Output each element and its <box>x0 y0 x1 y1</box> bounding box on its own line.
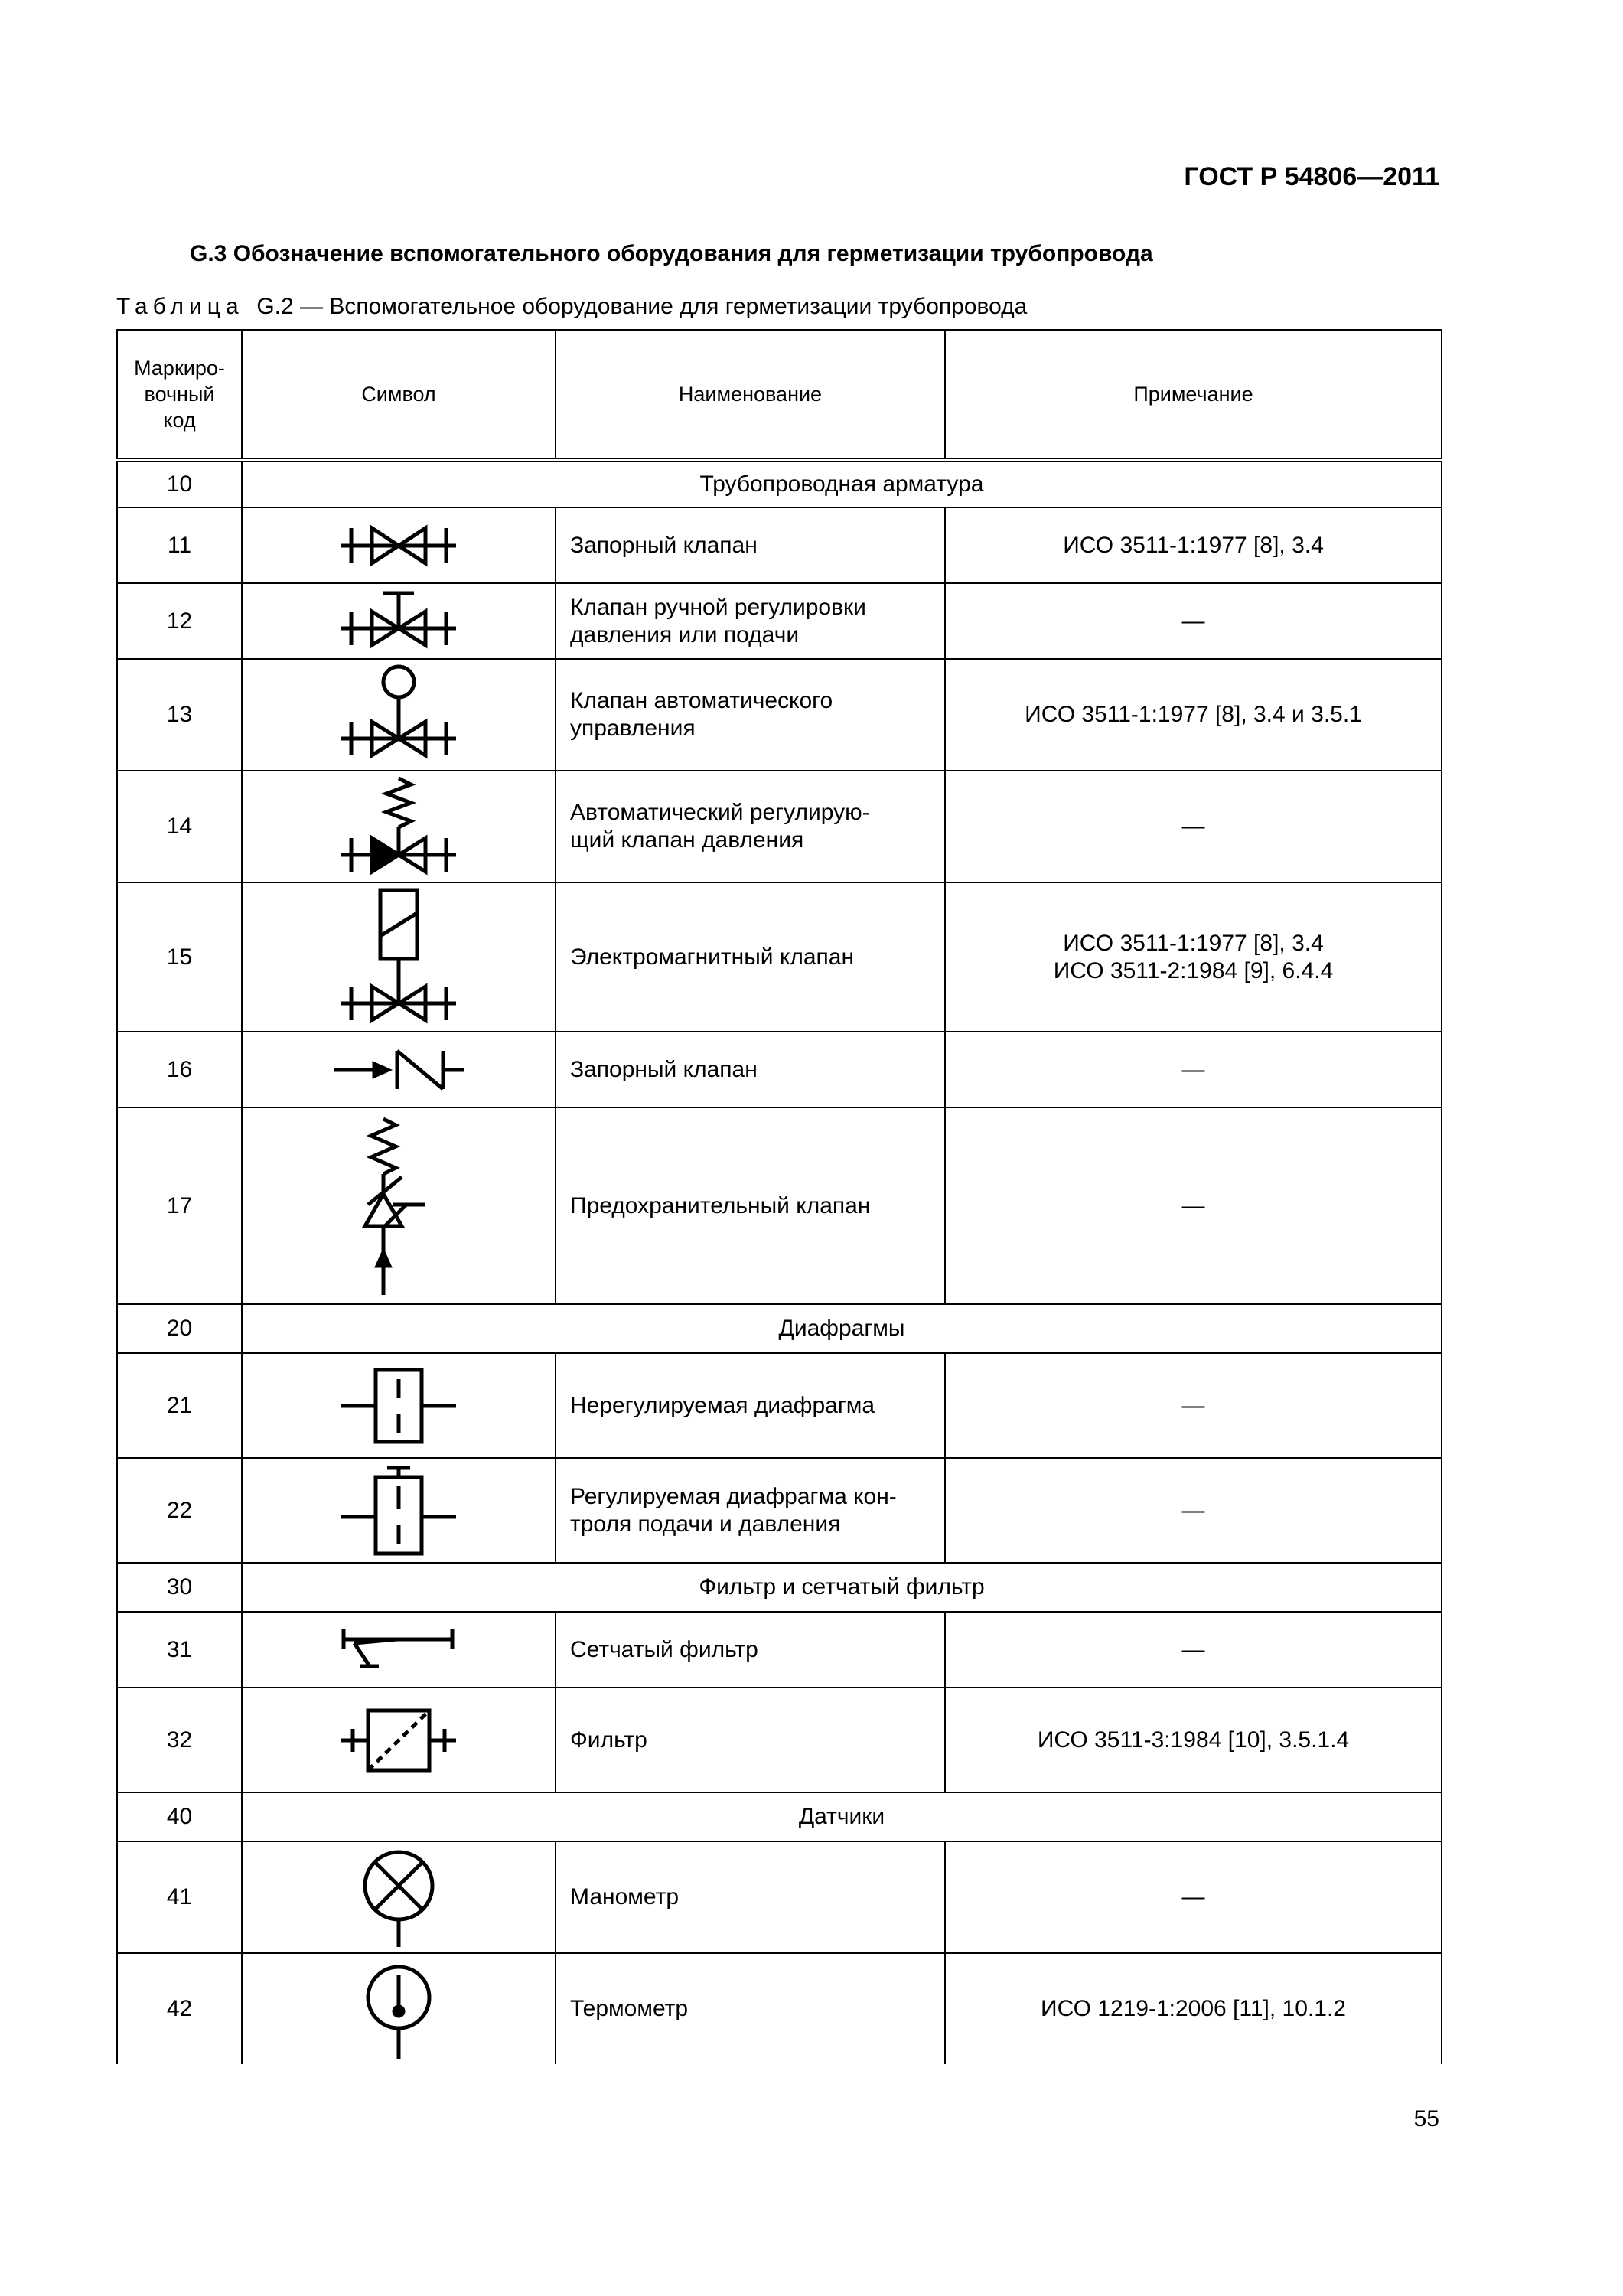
row-note: ИСО 3511-1:1977 [8], 3.4 <box>946 508 1442 582</box>
row-name: Сетчатый фильтр <box>556 1613 946 1687</box>
row-symbol <box>243 1842 556 1952</box>
header-note: Примечание <box>946 331 1442 458</box>
row-note: — <box>946 771 1442 882</box>
group-code: 20 <box>116 1305 243 1352</box>
table-caption-text: G.2 — Вспомогательное оборудование для герметизации трубопровода <box>256 294 1028 319</box>
table-row <box>116 882 1442 1031</box>
table-row <box>116 507 1442 582</box>
automatic-valve-icon <box>337 664 460 766</box>
row-symbol <box>243 883 556 1031</box>
strainer-icon <box>337 1623 460 1677</box>
table-row <box>116 1107 1442 1303</box>
table-row <box>116 1457 1442 1562</box>
table-row <box>116 1687 1442 1792</box>
row-note: — <box>946 1613 1442 1687</box>
row-code: 41 <box>116 1842 243 1952</box>
row-symbol <box>243 1032 556 1107</box>
row-name: Запорный клапан <box>556 508 946 582</box>
row-code: 17 <box>116 1108 243 1303</box>
row-name: Запорный клапан <box>556 1032 946 1107</box>
row-code: 21 <box>116 1354 243 1457</box>
solenoid-valve-icon <box>337 887 460 1028</box>
safety-valve-icon <box>353 1113 445 1300</box>
row-note: ИСО 3511-1:1977 [8], 3.4 и 3.5.1 <box>946 660 1442 770</box>
row-name: Термометр <box>556 1954 946 2064</box>
group-row <box>116 458 1442 507</box>
row-symbol <box>243 1459 556 1562</box>
row-symbol <box>243 771 556 882</box>
manual-valve-icon <box>337 589 460 654</box>
row-name: Фильтр <box>556 1688 946 1792</box>
row-code: 22 <box>116 1459 243 1562</box>
group-row <box>116 1792 1442 1841</box>
section-title: G.3 Обозначение вспомогательного оборудования для герметизации трубопровода <box>190 241 1153 266</box>
row-note: — <box>946 1108 1442 1303</box>
group-code: 10 <box>116 462 243 507</box>
check-valve-icon <box>330 1043 468 1097</box>
group-title: Трубопроводная арматура <box>243 462 1442 507</box>
table-row <box>116 1952 1442 2064</box>
row-name: Клапан автоматического управления <box>556 660 946 770</box>
gate-valve-icon <box>337 519 460 572</box>
document-id: ГОСТ Р 54806—2011 <box>1184 162 1439 191</box>
row-note: ИСО 1219-1:2006 [11], 10.1.2 <box>946 1954 1442 2064</box>
header-symbol: Символ <box>243 331 556 458</box>
adjustable-orifice-icon <box>337 1463 460 1558</box>
row-name: Манометр <box>556 1842 946 1952</box>
row-name: Регулируемая диафрагма кон- троля подачи и давления <box>556 1459 946 1562</box>
group-title: Диафрагмы <box>243 1305 1442 1352</box>
pressure-regulating-valve-icon <box>337 775 460 878</box>
row-code: 15 <box>116 883 243 1031</box>
row-symbol <box>243 1613 556 1687</box>
row-code: 16 <box>116 1032 243 1107</box>
row-name: Нерегулируемая диафрагма <box>556 1354 946 1457</box>
row-code: 14 <box>116 771 243 882</box>
row-note: — <box>946 1842 1442 1952</box>
filter-icon <box>337 1698 460 1782</box>
row-symbol <box>243 584 556 658</box>
table-header-row <box>116 329 1442 458</box>
row-symbol <box>243 1108 556 1303</box>
row-code: 13 <box>116 660 243 770</box>
row-symbol <box>243 660 556 770</box>
group-row <box>116 1303 1442 1352</box>
table-row <box>116 1031 1442 1107</box>
row-note: — <box>946 1459 1442 1562</box>
table-caption-prefix: Таблица <box>116 294 244 319</box>
row-symbol <box>243 1954 556 2064</box>
table-row <box>116 1352 1442 1457</box>
row-name: Электромагнитный клапан <box>556 883 946 1031</box>
table-row <box>116 770 1442 882</box>
table-row <box>116 582 1442 658</box>
row-symbol <box>243 508 556 582</box>
table-row <box>116 1611 1442 1687</box>
row-name: Предохранительный клапан <box>556 1108 946 1303</box>
fixed-orifice-icon <box>337 1364 460 1448</box>
row-code: 11 <box>116 508 243 582</box>
row-note: ИСО 3511-1:1977 [8], 3.4 ИСО 3511-2:1984 [9], 6.4.4 <box>946 883 1442 1031</box>
row-note: ИСО 3511-3:1984 [10], 3.5.1.4 <box>946 1688 1442 1792</box>
header-code: Маркиро- вочный код <box>116 331 243 458</box>
page-number: 55 <box>1413 2106 1439 2131</box>
row-code: 32 <box>116 1688 243 1792</box>
table-row <box>116 1841 1442 1952</box>
row-code: 31 <box>116 1613 243 1687</box>
table-caption <box>116 294 1027 320</box>
row-note: — <box>946 1032 1442 1107</box>
header-name: Наименование <box>556 331 946 458</box>
group-title: Датчики <box>243 1793 1442 1841</box>
table-row <box>116 658 1442 770</box>
row-note: — <box>946 584 1442 658</box>
row-code: 42 <box>116 1954 243 2064</box>
thermometer-icon <box>357 1958 441 2060</box>
group-title: Фильтр и сетчатый фильтр <box>243 1564 1442 1611</box>
row-name: Автоматический регулирую- щий клапан давления <box>556 771 946 882</box>
row-symbol <box>243 1354 556 1457</box>
row-note: — <box>946 1354 1442 1457</box>
group-code: 30 <box>116 1564 243 1611</box>
row-name: Клапан ручной регулировки давления или подачи <box>556 584 946 658</box>
row-code: 12 <box>116 584 243 658</box>
group-code: 40 <box>116 1793 243 1841</box>
row-symbol <box>243 1688 556 1792</box>
pressure-gauge-icon <box>357 1846 441 1949</box>
group-row <box>116 1562 1442 1611</box>
